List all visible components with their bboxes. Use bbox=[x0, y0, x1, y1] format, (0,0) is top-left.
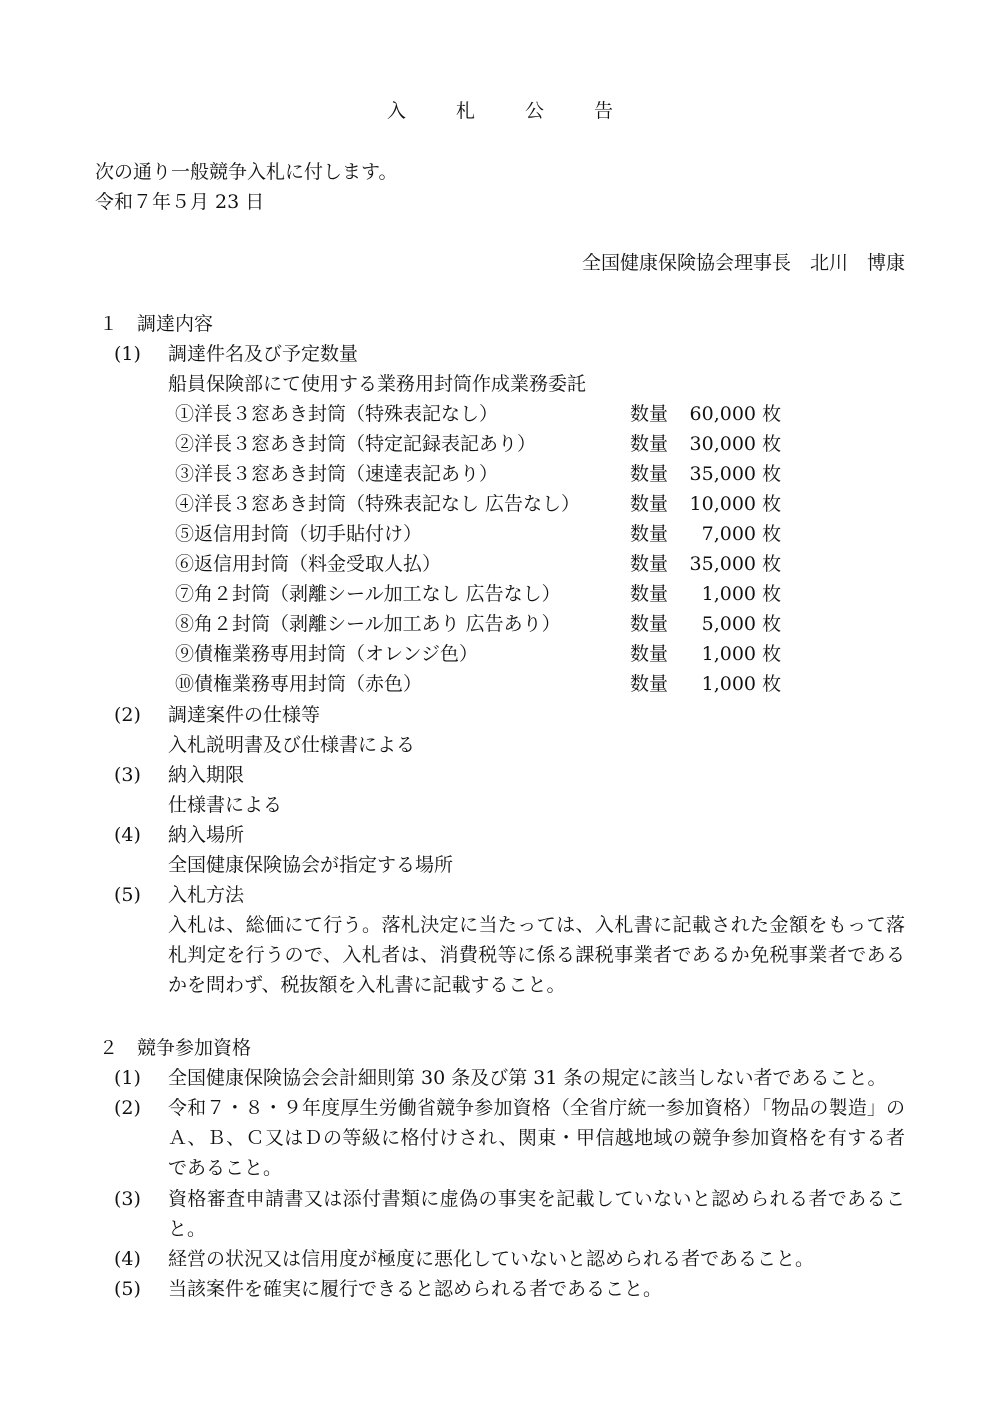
list-item: ②洋長３窓あき封筒（特定記録表記あり） bbox=[175, 433, 537, 455]
qual4-text: 経営の状況又は信用度が極度に悪化していないと認められる者であること。 bbox=[168, 1248, 815, 1270]
quantity-value: 数量 35,000 枚 bbox=[630, 463, 782, 485]
sub3-number: (3) bbox=[114, 764, 141, 786]
sub4-heading: 納入場所 bbox=[168, 824, 245, 846]
sub4-number: (4) bbox=[114, 824, 141, 846]
list-item: ⑥返信用封筒（料金受取人払） bbox=[175, 553, 442, 575]
document-title: 入 札 公 告 bbox=[386, 100, 636, 122]
quantity-value: 数量 5,000 枚 bbox=[630, 613, 782, 635]
list-item: ⑦角２封筒（剥離シール加工なし 広告なし） bbox=[175, 583, 561, 605]
sub2-number: (2) bbox=[114, 704, 141, 726]
sub1-number: (1) bbox=[114, 343, 141, 365]
sub4-body: 全国健康保険協会が指定する場所 bbox=[168, 854, 454, 876]
list-item: ⑨債権業務専用封筒（オレンジ色） bbox=[175, 643, 479, 665]
quantity-value: 数量 1,000 枚 bbox=[630, 583, 782, 605]
list-item: ⑤返信用封筒（切手貼付け） bbox=[175, 523, 423, 545]
sub3-heading: 納入期限 bbox=[168, 764, 245, 786]
qual2-text: 令和７・８・９年度厚生労働省競争参加資格（全省庁統一参加資格）「物品の製造」のＡ、Ｂ、Ｃ又はＤの等級に格付けされ、関東・甲信越地域の競争参加資格を有する者であること。 bbox=[168, 1097, 905, 1179]
quantity-value: 数量 30,000 枚 bbox=[630, 433, 782, 455]
qual2-number: (2) bbox=[114, 1097, 141, 1119]
qual4-number: (4) bbox=[114, 1248, 141, 1270]
sub5-body: 入札は、総価にて行う。落札決定に当たっては、入札書に記載された金額をもって落札判定を行うので、入札者は、消費税等に係る課税事業者であるか免税事業者であるかを問わず、税抜額を入札書に記載すること。 bbox=[168, 914, 905, 996]
list-item: ④洋長３窓あき封筒（特殊表記なし 広告なし） bbox=[175, 493, 581, 515]
list-item: ①洋長３窓あき封筒（特殊表記なし） bbox=[175, 403, 499, 425]
issue-date: 令和７年５月 23 日 bbox=[95, 191, 265, 213]
quantity-value: 数量 10,000 枚 bbox=[630, 493, 782, 515]
sub2-heading: 調達案件の仕様等 bbox=[168, 704, 321, 726]
procurement-subject: 船員保険部にて使用する業務用封筒作成業務委託 bbox=[168, 373, 587, 395]
section2-heading bbox=[99, 1033, 251, 1063]
list-item: ③洋長３窓あき封筒（速達表記あり） bbox=[175, 463, 499, 485]
quantity-value: 数量 1,000 枚 bbox=[630, 643, 782, 665]
sub5-number: (5) bbox=[114, 884, 141, 906]
list-item: ⑩債権業務専用封筒（赤色） bbox=[175, 673, 423, 695]
quantity-value: 数量 1,000 枚 bbox=[630, 673, 782, 695]
intro-text: 次の通り一般競争入札に付します。 bbox=[95, 161, 398, 183]
list-item: ⑧角２封筒（剥離シール加工あり 広告あり） bbox=[175, 613, 561, 635]
section2-number: ２ bbox=[99, 1037, 119, 1059]
section1-number: １ bbox=[99, 313, 119, 335]
qual3-number: (3) bbox=[114, 1188, 141, 1210]
sub2-body: 入札説明書及び仕様書による bbox=[168, 734, 416, 756]
sub3-body: 仕様書による bbox=[168, 794, 283, 816]
quantity-value: 数量 60,000 枚 bbox=[630, 403, 782, 425]
section2-title: 競争参加資格 bbox=[137, 1037, 252, 1059]
quantity-value: 数量 7,000 枚 bbox=[630, 523, 782, 545]
qual1-text: 全国健康保険協会会計細則第 30 条及び第 31 条の規定に該当しない者であること。 bbox=[168, 1067, 887, 1089]
section1-title: 調達内容 bbox=[137, 313, 214, 335]
quantity-value: 数量 35,000 枚 bbox=[630, 553, 782, 575]
qual5-text: 当該案件を確実に履行できると認められる者であること。 bbox=[168, 1278, 663, 1300]
qual1-number: (1) bbox=[114, 1067, 141, 1089]
qual3-text: 資格審査申請書又は添付書類に虚偽の事実を記載していないと認められる者であること。 bbox=[168, 1188, 905, 1240]
sub1-heading: 調達件名及び予定数量 bbox=[168, 343, 359, 365]
sub5-heading: 入札方法 bbox=[168, 884, 245, 906]
issuer-name: 全国健康保険協会理事長 北川 博康 bbox=[581, 252, 905, 274]
qual5-number: (5) bbox=[114, 1278, 141, 1300]
section1-heading bbox=[99, 309, 213, 339]
